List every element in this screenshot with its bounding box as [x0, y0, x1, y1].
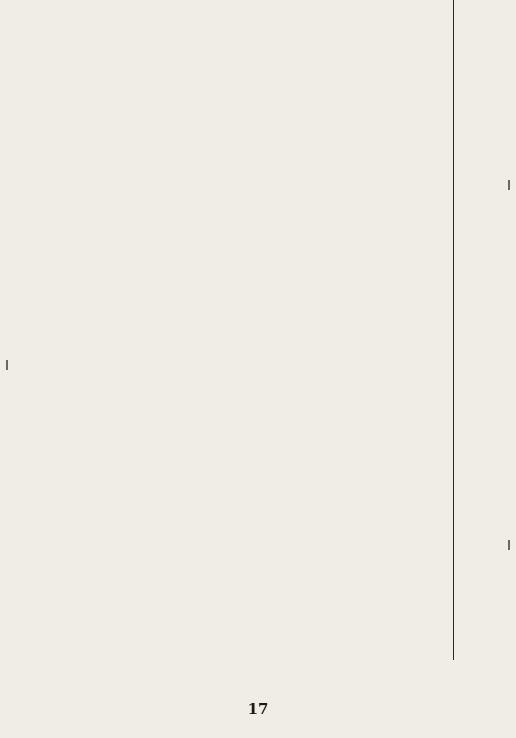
body-text [36, 14, 446, 654]
margin-mark-left [6, 360, 8, 370]
margin-mark-right [508, 180, 510, 190]
margin-mark-right-lower [508, 540, 510, 550]
page-number: 17 [247, 700, 269, 718]
running-header [456, 6, 484, 78]
header-rule [453, 0, 454, 660]
